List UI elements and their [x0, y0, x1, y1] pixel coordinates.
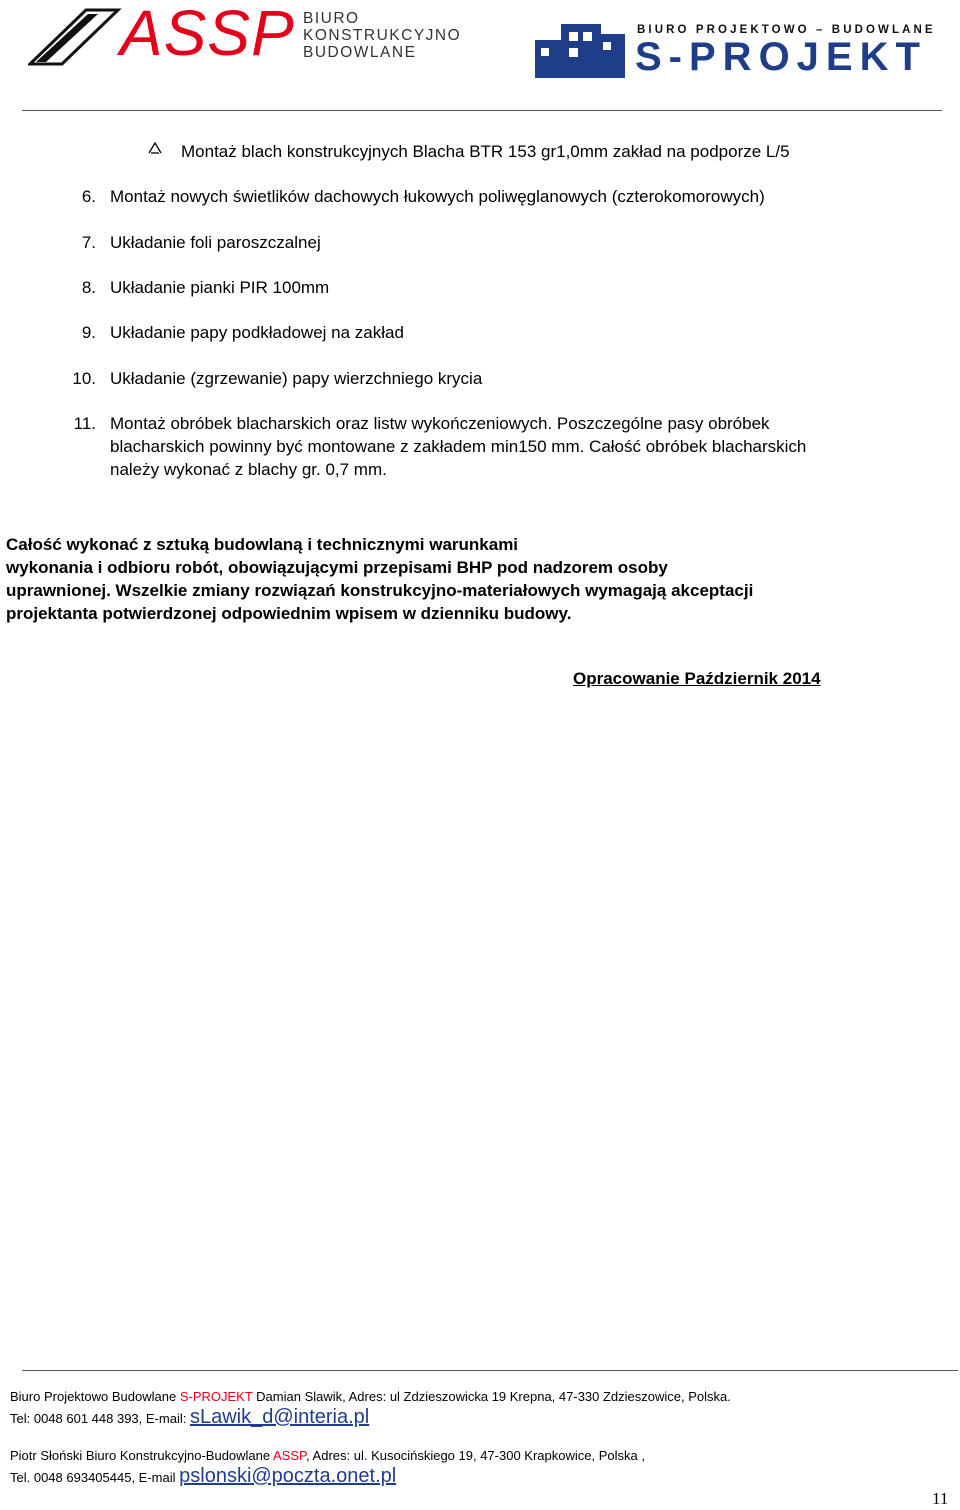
list-item-number: 6.	[81, 187, 96, 206]
list-item: Układanie pianki PIR 100mm	[110, 278, 330, 297]
s-projekt-tagline: BIURO PROJEKTOWO – BUDOWLANE	[637, 24, 936, 36]
page-number: 11	[932, 1489, 949, 1508]
list-item: Układanie papy podkładowej na zakład	[110, 323, 404, 342]
footer-assp-address: Piotr Słoński Biuro Konstrukcyjno-Budowlane ASSP, Adres: ul. Kusocińskiego 19, 47-300 Krapkowice, Polska ,	[10, 1448, 645, 1463]
footer-assp-contact: Tel. 0048 693405445, E-mail pslonski@poczta.onet.pl	[10, 1465, 397, 1487]
list-item-number: 8.	[81, 278, 96, 297]
list-item: Montaż obróbek blacharskich oraz listw wykończeniowych. Poszczególne pasy obróbek blacharskich powinny być montowane z zakładem min150 mm. Całość obróbek blacharskich należy wykonać z blachy gr. 0,7 mm.	[110, 414, 807, 479]
email-link-slawik[interactable]: sLawik_d@interia.pl	[189, 1406, 370, 1428]
assp-logo-text: ASSP	[120, 0, 295, 69]
list-item-number: 10.	[72, 369, 96, 388]
email-link-pslonski[interactable]: pslonski@poczta.onet.pl	[179, 1465, 397, 1487]
s-projekt-logo-mark-icon	[535, 22, 627, 78]
list-item-number: 11.	[73, 414, 96, 433]
requirements-paragraph: Całość wykonać z sztuką budowlaną i technicznymi warunkami wykonania i odbioru robót, obowiązującymi przepisami BHP pod nadzorem osoby uprawnionej. Wszelkie zmiany rozwiązań konstrukcyjno-materiałowych wymagają akceptacji projektanta potwierdzonej odpowiednim wpisem w dzienniku budowy.	[6, 535, 754, 623]
document-date-signature: Opracowanie Październik 2014	[573, 669, 821, 688]
list-item-number: 9.	[81, 323, 96, 342]
s-projekt-logo	[535, 22, 936, 79]
s-projekt-name: S-PROJEKT	[635, 35, 927, 79]
list-item: Montaż nowych świetlików dachowych łukowych poliwęglanowych (czterokomorowych)	[110, 187, 765, 206]
assp-logo-subtitle: BIURO KONSTRUKCYJNO BUDOWLANE	[303, 10, 462, 61]
footer-divider	[22, 1370, 958, 1371]
bullet-item-text: Montaż blach konstrukcyjnych Blacha BTR 153 gr1,0mm zakład na podporze L/5	[181, 142, 790, 161]
footer-s-projekt-address: Biuro Projektowo Budowlane S-PROJEKT Damian Slawik, Adres: ul Zdzieszowicka 19 Krepna, 47-330 Zdzieszowice, Polska.	[10, 1389, 731, 1404]
assp-logo	[28, 0, 488, 70]
list-item-number: 7.	[81, 233, 96, 252]
arrow-bullet-icon	[148, 140, 162, 154]
list-item: Układanie (zgrzewanie) papy wierzchniego krycia	[110, 369, 483, 388]
footer-s-projekt-contact: Tel: 0048 601 448 393, E-mail: sLawik_d@interia.pl	[10, 1406, 370, 1428]
header-divider	[22, 110, 942, 111]
list-item: Układanie foli paroszczalnej	[110, 233, 321, 252]
